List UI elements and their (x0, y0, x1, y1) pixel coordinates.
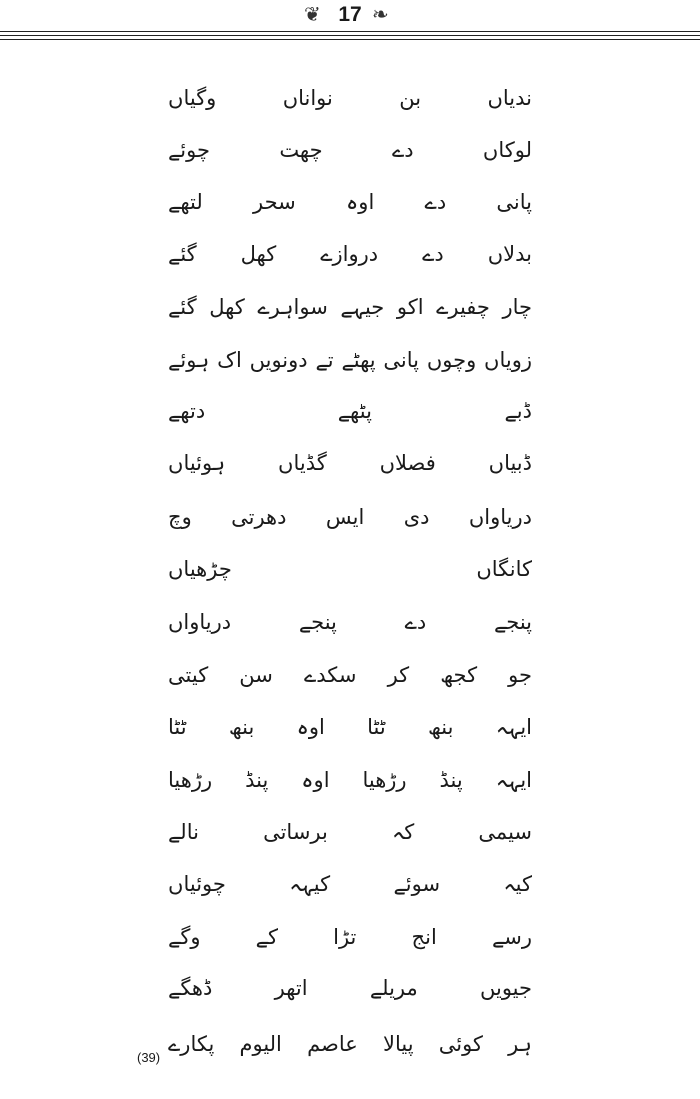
poem-word: پنجے (493, 610, 532, 634)
poem-word: دی (403, 505, 430, 529)
poem-word: چوئے (168, 138, 210, 162)
poem-word: نالے (168, 820, 199, 844)
poem-line (168, 130, 532, 170)
poem-word: چوئیاں (168, 872, 226, 896)
poem-line (168, 287, 532, 327)
poem-word: دے (422, 242, 444, 266)
poem-word: اک (217, 348, 242, 372)
poem-word: دروازے (320, 242, 379, 266)
poem-word: گئے (168, 295, 197, 319)
poem-word: جیویں (480, 976, 532, 1000)
poem-line (168, 760, 532, 800)
poem-word: کھل (209, 295, 245, 319)
poem-word: گئے (168, 242, 197, 266)
poem-line (168, 864, 532, 904)
poem-word: ہر (508, 1032, 532, 1056)
poem-word: بن (399, 86, 422, 110)
poem-word: کجھ (440, 663, 478, 687)
poem-word: سکدے (303, 663, 357, 687)
poem-word: ہوئیاں (168, 451, 226, 475)
poem-word: بنھ (228, 715, 255, 739)
poem-line (168, 968, 532, 1008)
poem-word: پنڈ (245, 768, 269, 792)
poem-word: وچوں (426, 348, 477, 372)
poem-word: اوہ (301, 768, 330, 792)
left-ornament-icon: ❦ (304, 2, 321, 26)
poem-line (168, 391, 532, 431)
poem-word: دریاواں (468, 505, 532, 529)
poem-line (168, 182, 532, 222)
poem-word: سحر (253, 190, 296, 214)
poem-word: پنجے (298, 610, 337, 634)
poem-word: دے (424, 190, 447, 214)
poem-word: دونویں (249, 348, 308, 372)
poem-word: لوکاں (482, 138, 532, 162)
poem-line (168, 78, 532, 118)
poem-word: وگیاں (168, 86, 217, 110)
poem-word: ٹٹا (367, 715, 386, 739)
poem-word: چھت (279, 138, 323, 162)
poem-word: نواناں (282, 86, 333, 110)
poem-word: اوہ (346, 190, 375, 214)
poem-word: چفیرے (436, 295, 490, 319)
poem-line (168, 917, 532, 957)
poem-word: ایہہ (495, 715, 532, 739)
poem-word: دریاواں (168, 610, 232, 634)
poem-line (168, 234, 532, 274)
poem-line (168, 655, 532, 695)
poem-word: پکارے (168, 1032, 215, 1056)
poem-word: وگے (168, 925, 201, 949)
poem-word: چڑھیاں (168, 557, 232, 581)
poem-word: زویاں (484, 348, 532, 372)
footnote-marker: (39) (137, 1050, 161, 1065)
poem-word: رڑھیا (168, 768, 213, 792)
poem-word: فصلاں (379, 451, 436, 475)
poem-line (168, 340, 532, 380)
poem-word: ڈھگے (168, 976, 213, 1000)
poem-word: وچ (168, 505, 192, 529)
poem-word: تڑا (333, 925, 357, 949)
poem-word: پانی (383, 348, 420, 372)
poem-word: کے (255, 925, 278, 949)
poem-word: دھرتی (231, 505, 287, 529)
poem-word: پنڈ (439, 768, 463, 792)
poem-word: ڈبے (504, 399, 532, 423)
poem-word: برساتی (263, 820, 328, 844)
poem-word: اکو (396, 295, 424, 319)
poem-word: دتھے (168, 399, 206, 423)
poem-word: ہوئے (168, 348, 210, 372)
poem-word: بنھ (427, 715, 454, 739)
poem-word: چار (502, 295, 532, 319)
poem-word: سوئے (393, 872, 441, 896)
poem-word: کانگاں (476, 557, 532, 581)
poem-word: کہ (391, 820, 415, 844)
poem-word: انج (411, 925, 437, 949)
poem-word: رسے (491, 925, 532, 949)
poem-line (168, 1024, 532, 1064)
poem-word: گڈیاں (278, 451, 327, 475)
poem-word: ایس (325, 505, 365, 529)
poem-word: ندیاں (487, 86, 532, 110)
poem-word: اتھر (274, 976, 308, 1000)
poem-line (168, 812, 532, 852)
poem-word: بدلاں (487, 242, 532, 266)
poem-word: پانی (496, 190, 532, 214)
poem-word: دے (404, 610, 427, 634)
poem-line (168, 549, 532, 589)
poem-word: دے (391, 138, 414, 162)
poem-word: تے (315, 348, 334, 372)
page-number: 17 (338, 3, 362, 26)
poem-word: ایہہ (495, 768, 532, 792)
poem-word: کیہہ (289, 872, 331, 896)
poem-word: لتھے (168, 190, 203, 214)
poem-word: مریلے (369, 976, 418, 1000)
poem-word: جو (508, 663, 532, 687)
poem-word: سواہرے (257, 295, 328, 319)
poem-word: کوئی (438, 1032, 483, 1056)
poem-word: کھل (240, 242, 277, 266)
poem-word: پٹھے (337, 399, 372, 423)
poem-line (168, 602, 532, 642)
poem-word: سن (239, 663, 273, 687)
poem-word: ٹٹا (168, 715, 187, 739)
poem-word: رڑھیا (362, 768, 407, 792)
poem-word: اوہ (296, 715, 325, 739)
poem-word: کیہ (503, 872, 532, 896)
poem-word: پھٹے (341, 348, 376, 372)
poem-word: پیالا (382, 1032, 414, 1056)
poem-word: کر (387, 663, 410, 687)
poem-line (168, 497, 532, 537)
poem-line (168, 443, 532, 483)
poem-word: ڈبیاں (488, 451, 532, 475)
poem-word: سیمی (478, 820, 532, 844)
poem-word: عاصم (307, 1032, 358, 1056)
poem-line (168, 707, 532, 747)
poem-word: کیتی (168, 663, 209, 687)
poem-word: جیہے (340, 295, 385, 319)
right-ornament-icon: ❧ (372, 2, 389, 26)
poem-word: الیوم (239, 1032, 282, 1056)
